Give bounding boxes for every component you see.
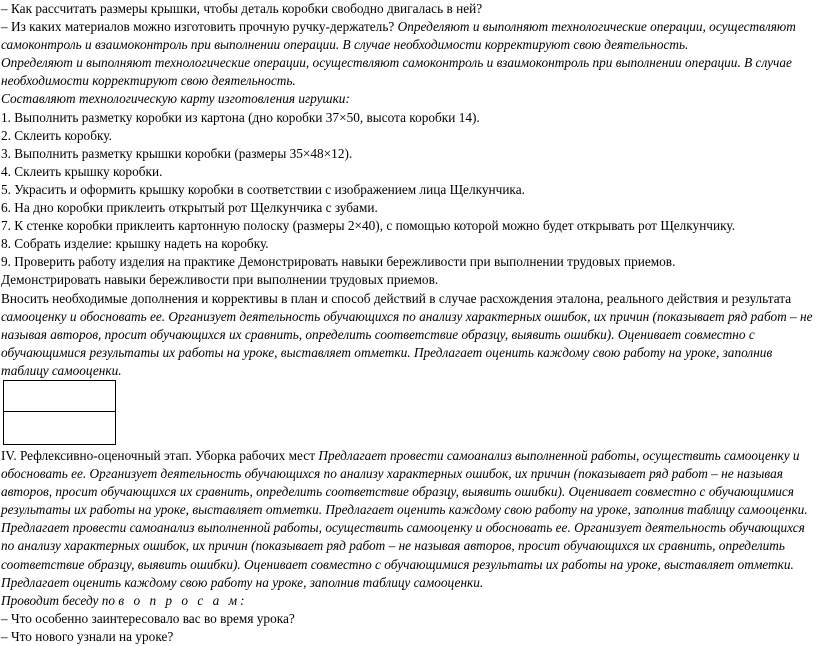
step-1: 1. Выполнить разметку коробки из картона (дно коробки 37×50, высота коробки 14). [1,109,480,125]
step-5: 5. Украсить и оформить крышку коробки в соответствии с изображением лица Щелкунчика. [1,181,525,197]
paragraph-technological-ops: Определяют и выполняют технологические операции, осуществляют самоконтроль и взаимоконтроль при выполнении операции. В случае необходимости корректируют свою деятельность. [1,55,792,89]
italic-note: Определяют и выполняют технологические операции, осуществляют самоконтроль и взаимоконтроль при выполнении операции. В случае необходимости корректируют свою деятельность. [1,19,796,53]
conversation-tail: : [240,592,245,608]
step-4: 4. Склеить крышку коробки. [1,163,163,179]
empty-table-cell [3,412,116,445]
conversation-spaced: в о п р о с а м [118,592,241,608]
paragraph-self-assessment: самооценку и обосновать ее. Организует деятельность обучающихся по анализу характерных ошибок, их причин (показывает ряд работ – не называя авторов, просит обучающихся их сравнить, определить соответствие образцу, выявить ошибки). Оценивает совместно с обучающимися результаты их работы на уроке, выставляет отметки. Предлагает оценить каждому свою работу на уроке, заполнив таблицу самооценки. [1,308,813,378]
conversation-lead: Проводит беседу по [1,592,116,608]
corrections-text: Вносить необходимые дополнения и коррективы в план и способ действий в случае расхождения эталона, реального действия и результата [1,290,792,306]
step-3: 3. Выполнить разметку крышки коробки (размеры 35×48×12). [1,145,353,161]
paragraph-corrections [1,290,813,308]
step-7: 7. К стенке коробки приклеить картонную полоску (размеры 2×40), с помощью которой можно будет открывать рот Щелкунчику. [1,218,736,234]
step-9-text: 9. Проверить работу изделия на практике [1,254,235,270]
paragraph-materials [1,18,813,54]
paragraph-tech-card: Составляют технологическую карту изготовления игрушки: [1,91,350,107]
step-9 [1,253,816,271]
reflection-question-1: – Что особенно заинтересовало вас во время урока? [1,610,295,626]
empty-table-cell [3,380,116,412]
step-6: 6. На дно коробки приклеить открытый рот Щелкунчика с зубами. [1,200,378,216]
reflection-question-2: – Что нового узнали на уроке? [1,628,174,644]
step-8: 8. Собрать изделие: крышку надеть на коробку. [1,236,269,252]
stage-4-italic: Предлагает провести самоанализ выполненной работы, осуществить самооценку и обосновать ее. Организует деятельность обучающихся по анализу характерных ошибок, их причин (показывает ряд работ – не называя авторов, просит обучающихся их сравнить, определить соответствие образцу, выявить ошибки). Оценивает совместно с обучающимися результаты их работы на уроке, выставляет отметки. Предлагает оценить каждому свою работу на уроке, заполнив таблицу самооценки. Предлагает провести самоанализ выполненной работы, осуществить самооценку и обосновать ее. Организует деятельность обучающихся по анализу характерных ошибок, их причин (показывает ряд работ – не называя авторов, просит обучающихся их сравнить, определить соответствие образцу, выявить ошибки). Оценивает совместно с обучающимися результаты их работы на уроке, выставляет отметки. Предлагает оценить каждому свою работу на уроке, заполнив таблицу самооценки. [1,447,808,590]
paragraph-demonstrate: Демонстрировать навыки бережливости при выполнении трудовых приемов. [1,272,439,288]
step-2: 2. Склеить коробку. [1,127,112,143]
paragraph-conversation [1,592,816,610]
stage-4-heading: IV. Рефлексивно-оценочный этап. Уборка рабочих мест [1,447,316,463]
paragraph-stage-4 [1,447,813,592]
question-text: – Из каких материалов можно изготовить прочную ручку-держатель? [1,19,395,35]
step-9-rest: Демонстрировать навыки бережливости при выполнении трудовых приемов. [234,254,676,270]
question-line-1: – Как рассчитать размеры крышки, чтобы деталь коробки свободно двигалась в ней? [1,1,483,16]
